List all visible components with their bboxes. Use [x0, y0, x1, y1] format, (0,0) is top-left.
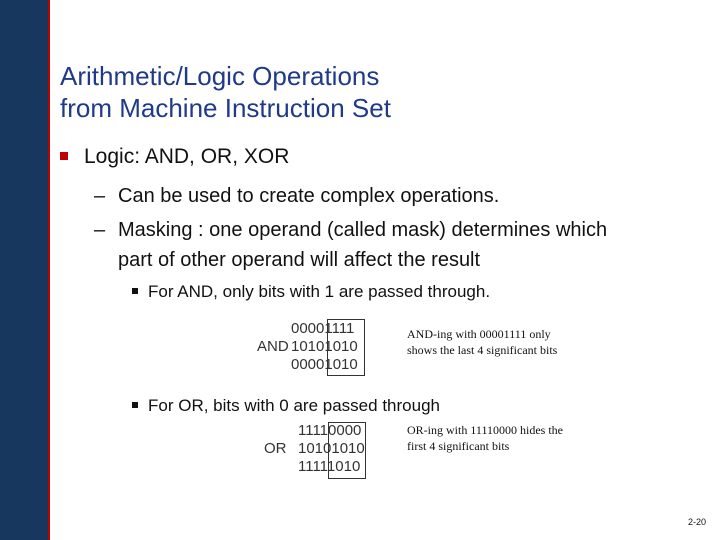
- page-number: 2-20: [687, 517, 706, 527]
- small-square-bullet-icon: [132, 402, 138, 408]
- and-note-line-1: AND-ing with 00001111 only: [407, 327, 551, 341]
- or-highlight-box: [328, 422, 366, 479]
- and-result-row: 00001010: [291, 356, 358, 373]
- slide-title: [60, 60, 700, 124]
- dash-item-1-text: Can be used to create complex operations.: [118, 185, 500, 207]
- sub-bullet-or-text: For OR, bits with 0 are passed through: [148, 396, 440, 415]
- and-note: [407, 326, 557, 358]
- sub-bullet-and: [132, 282, 490, 302]
- dash-item-2-line-1: Masking : one operand (called mask) determines which: [118, 219, 608, 241]
- and-highlight-box: [327, 319, 365, 376]
- or-operator: OR: [264, 440, 287, 457]
- dash-item-2: [94, 215, 708, 275]
- title-line-1: Arithmetic/Logic Operations: [60, 61, 380, 91]
- or-operand-row: 10101010: [298, 440, 365, 457]
- dash-item-1: [94, 181, 708, 211]
- sub-bullet-and-text: For AND, only bits with 1 are passed through.: [148, 282, 491, 301]
- dash-marker: –: [94, 219, 106, 241]
- main-bullet: [60, 145, 289, 169]
- dash-item-2-line-2: part of other operand will affect the result: [118, 249, 481, 271]
- sub-bullet-or: [132, 396, 440, 416]
- main-bullet-text: Logic: AND, OR, XOR: [84, 145, 290, 168]
- or-mask-row: 11110000: [298, 422, 362, 439]
- or-note: [407, 422, 563, 454]
- and-operand-row: 10101010: [291, 338, 358, 355]
- or-result-row: 11111010: [298, 458, 361, 475]
- square-bullet-icon: [60, 152, 68, 160]
- dash-marker: –: [94, 185, 106, 207]
- small-square-bullet-icon: [132, 288, 138, 294]
- or-note-line-2: first 4 significant bits: [407, 439, 510, 453]
- sidebar-bar: [0, 0, 50, 540]
- and-operator: AND: [257, 338, 289, 355]
- sidebar-accent-line: [48, 0, 50, 540]
- and-mask-row: 00001111: [291, 320, 355, 337]
- and-note-line-2: shows the last 4 significant bits: [407, 343, 558, 357]
- title-line-2: from Machine Instruction Set: [60, 93, 391, 123]
- or-note-line-1: OR-ing with 11110000 hides the: [407, 423, 563, 437]
